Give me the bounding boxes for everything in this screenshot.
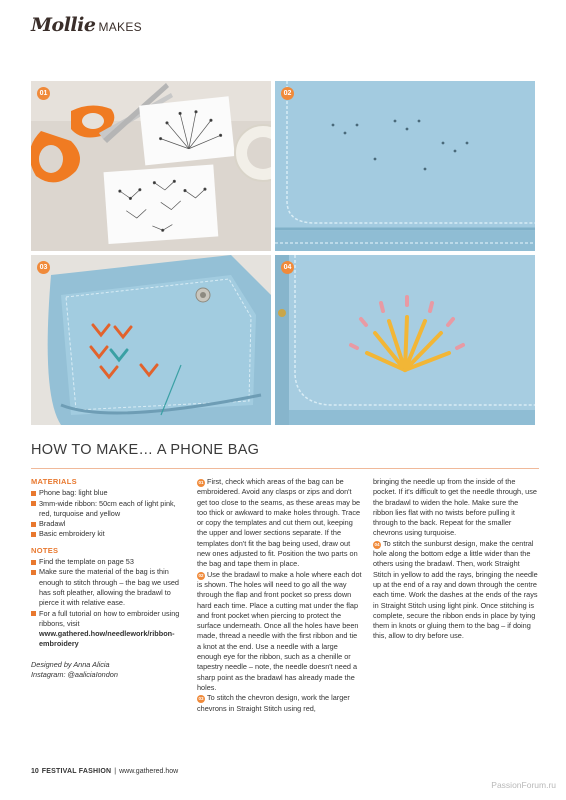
list-item: Find the template on page 53 bbox=[31, 557, 181, 567]
step-number-badge: 03 bbox=[198, 696, 204, 702]
brand-logo bbox=[31, 14, 142, 36]
designer-credit: Designed by Anna Alicia Instagram: @aaliciaIondon bbox=[31, 659, 118, 680]
list-item: For a full tutorial on how to embroider using ribbons, visit www.gathered.how/needlework/ribbon-embroidery bbox=[31, 609, 181, 650]
footer-divider: | bbox=[114, 768, 117, 775]
notes-heading: NOTES bbox=[31, 545, 59, 555]
watermark: PassionForum.ru bbox=[491, 780, 556, 790]
page-number: 10 bbox=[31, 768, 39, 775]
materials-list bbox=[31, 488, 181, 539]
divider bbox=[31, 468, 539, 469]
step-number-badge: 01 bbox=[37, 87, 50, 100]
step-number-badge: 04 bbox=[374, 541, 380, 547]
step-2: 02 Use the bradawl to make a hole where each dot is shown. The holes will need to go all the way through the flap and front pocket so press down hard each time. Place a cutting mat under the flap and front pocket when piercing to protect the surface underneath. Once all the holes have been made, thread a needle with the first ribbon and tie a knot at the end. Use a needle with a large enough eye for the ribbon, such as a chenille or tapestry needle – note, the needle doesn't need a sharp point as the bradawl has already made the holes. bbox=[197, 569, 362, 692]
photo-templates bbox=[31, 81, 271, 251]
step-number-badge: 04 bbox=[281, 261, 294, 274]
list-item: Bradawl bbox=[31, 519, 181, 529]
notes-list bbox=[31, 557, 181, 650]
section-label: MAKES bbox=[98, 20, 142, 34]
photo-chevrons bbox=[31, 255, 271, 425]
step-number-badge: 01 bbox=[198, 480, 204, 485]
list-item: Basic embroidery kit bbox=[31, 529, 181, 539]
list-item: Make sure the material of the bag is thin enough to stitch through – the bag we used has soft pleather, allowing the bradawl to pierce it with relative ease. bbox=[31, 567, 181, 608]
step-number-badge: 02 bbox=[281, 87, 294, 100]
page-footer bbox=[31, 768, 178, 775]
instructions-column-2 bbox=[373, 477, 538, 642]
footer-url[interactable]: www.gathered.how bbox=[119, 768, 179, 775]
list-item: 3mm-wide ribbon: 50cm each of light pink, red, turquoise and yellow bbox=[31, 499, 181, 520]
step-number-badge: 03 bbox=[37, 261, 50, 274]
step-number-badge: 02 bbox=[198, 572, 204, 578]
step-3-continued: bringing the needle up from the inside of the pocket. If it's difficult to get the needle through, use the bradawl to widen the hole. Make sure the ribbon lies flat with no twists before pulling it through to the back. Repeat for the smaller chevrons using turquoise. bbox=[373, 477, 537, 538]
materials-heading: MATERIALS bbox=[31, 477, 77, 486]
tutorial-link[interactable]: www.gathered.how/needlework/ribbon-embroidery bbox=[39, 629, 175, 649]
sidebar-column bbox=[31, 477, 181, 680]
section-name: FESTIVAL FASHION bbox=[41, 768, 112, 775]
page-title: HOW TO MAKE… A PHONE BAG bbox=[31, 442, 260, 458]
brand-name: Mollie bbox=[31, 14, 96, 36]
step-3: 03 To stitch the chevron design, work the larger chevrons in Straight Stitch using red, bbox=[197, 693, 350, 713]
step-1: 01 First, check which areas of the bag can be embroidered. Avoid any clasps or zips and don't get too close to the seams, as these areas may be too thick or awkward to make holes through. Trace or copy the templates and cut them out, keeping the upper and lower sections separate. If the templates don't fit the bag being used, draw out new ones adjusted to fit. Position the two parts on the bag and tape them in place. bbox=[197, 477, 361, 569]
list-item: Phone bag: light blue bbox=[31, 488, 181, 498]
instructions-column-1 bbox=[197, 477, 362, 714]
step-4: 04 To stitch the sunburst design, make the central hole along the bottom edge a little wider than the others using the bradawl. Then, work Straight Stitch in yellow to add the rays, bringing the needle up at the end of a ray and down through the centre each time. Work the dashes at the ends of the rays in Straight Stitch using light pink. Once stitching is complete, secure the ribbon ends in place by tying them in knots or gluing them to the bag – if doing this, allow to dry before use. bbox=[373, 538, 538, 641]
photo-holes bbox=[275, 81, 535, 251]
photo-sunburst bbox=[275, 255, 535, 425]
